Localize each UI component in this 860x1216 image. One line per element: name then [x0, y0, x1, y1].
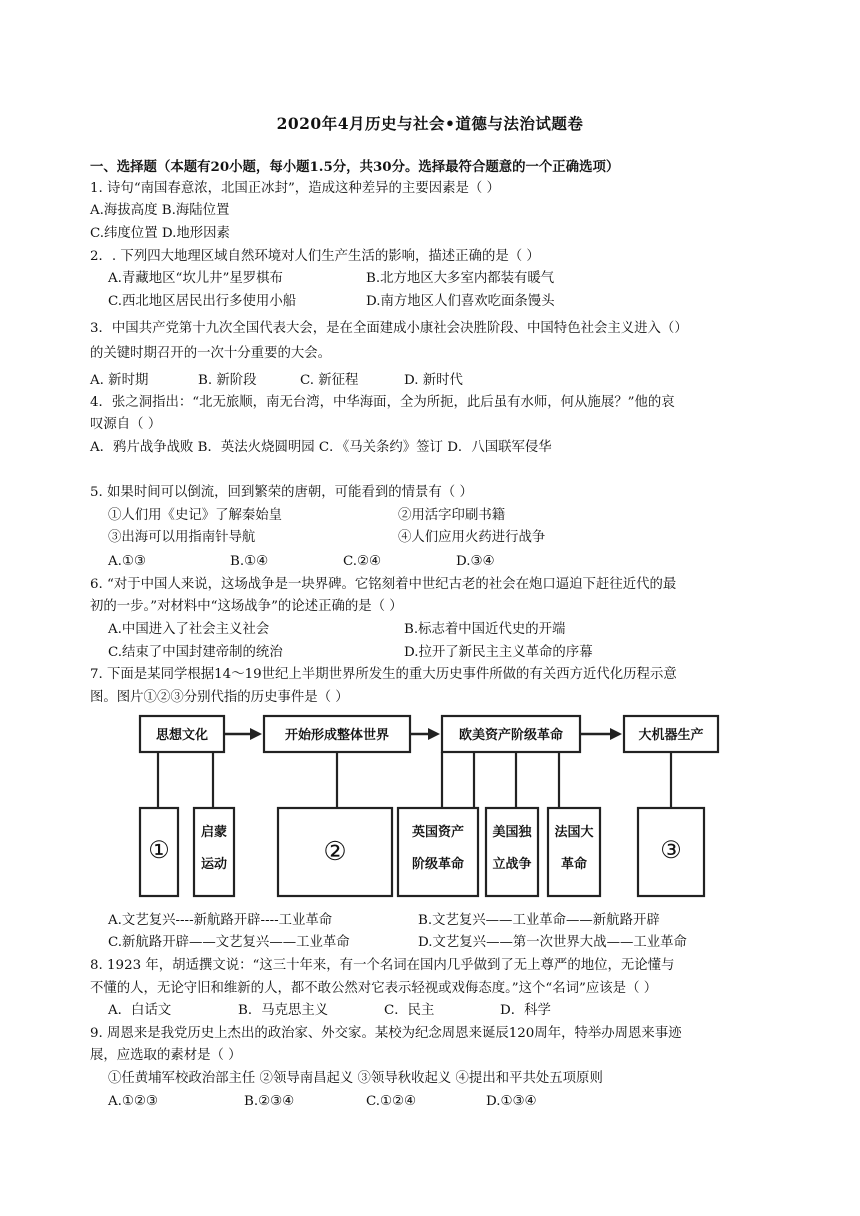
question-2-option-d: D.南方地区人们喜欢吃面条馒头	[366, 294, 555, 309]
question-5-statement-4: ④人们应用火药进行战争	[398, 530, 546, 545]
question-6-option-a: A.中国进入了社会主义社会	[108, 622, 270, 637]
question-7-option-a: A.文艺复兴----新航路开辟----工业革命	[108, 913, 333, 928]
question-8-option-b: B．马克思主义	[238, 1003, 329, 1018]
french-revolution-label-2: 革命	[560, 857, 588, 872]
question-8-stem-line1: 8. 1923 年，胡适撰文说：“这三十年来，有一个名词在国内几乎做到了无上尊严的地位，无论懂与	[90, 958, 675, 973]
american-war-label-1: 美国独	[492, 825, 532, 840]
question-6-option-d: D.拉开了新民主主义革命的序幕	[404, 645, 593, 660]
placeholder-3: ③	[660, 836, 682, 864]
question-9-option-a: A.①②③	[108, 1094, 158, 1109]
question-6-stem-line1: 6. “对于中国人来说，这场战争是一块界碑。它铭刻着中世纪古老的社会在炮口逼迫下赶往近代的最	[90, 577, 677, 592]
question-7-option-d: D.文艺复兴——第一次世界大战——工业革命	[418, 935, 687, 950]
question-3-stem-line1: 3．中国共产党第十九次全国代表大会，是在全面建成小康社会决胜阶段、中国特色社会主义进入（）	[90, 321, 688, 336]
question-3-option-b: B. 新阶段	[198, 373, 257, 388]
box-3-label: 欧美资产阶级革命	[458, 728, 564, 743]
question-1-stem: 1. 诗句“南国春意浓，北国正冰封”，造成这种差异的主要因素是（ ）	[90, 181, 500, 196]
question-8-stem-line2: 不懂的人，无论守旧和维新的人，都不敢公然对它表示轻视或戏侮态度。”这个“名词”应该是（ ）	[90, 981, 658, 996]
question-6-option-b: B.标志着中国近代史的开端	[404, 622, 566, 637]
english-revolution-label-1: 英国资产	[411, 825, 465, 840]
box-1-label: 思想文化	[155, 728, 209, 743]
question-2-option-b: B.北方地区大多室内都装有暖气	[366, 271, 555, 286]
french-revolution-label-1: 法国大	[554, 825, 594, 840]
question-9-statements: ①任黄埔军校政治部主任 ②领导南昌起义 ③领导秋收起义 ④提出和平共处五项原则	[108, 1071, 603, 1086]
question-3-option-d: D. 新时代	[404, 373, 463, 388]
question-9-option-d: D.①③④	[486, 1094, 537, 1109]
question-6-option-c: C.结束了中国封建帝制的统治	[108, 645, 283, 660]
question-4-options: A．鸦片战争战败 B．英法火烧圆明园 C．《马关条约》签订 D．八国联军侵华	[90, 440, 552, 455]
section-heading: 一、选择题（本题有20小题，每小题1.5分，共30分。选择最符合题意的一个正确选项）	[90, 159, 620, 175]
question-9-option-b: B.②③④	[244, 1094, 295, 1109]
question-5-statement-3: ③出海可以用指南针导航	[108, 530, 256, 545]
question-8-option-d: D．科学	[500, 1003, 551, 1018]
question-2-option-a: A.青藏地区“坎儿井”星罗棋布	[108, 271, 283, 286]
question-9-stem-line1: 9. 周恩来是我党历史上杰出的政治家、外交家。某校为纪念周恩来诞辰120周年，特举办周恩来事迹	[90, 1026, 682, 1041]
question-5-option-a: A.①③	[108, 554, 146, 569]
question-5-stem: 5. 如果时间可以倒流，回到繁荣的唐朝，可能看到的情景有（ ）	[90, 485, 473, 500]
question-5-statement-2: ②用活字印刷书籍	[398, 508, 506, 523]
question-2-stem: 2．. 下列四大地理区域自然环境对人们生产生活的影响，描述正确的是（ ）	[90, 249, 540, 264]
question-8-option-a: A．白话文	[108, 1003, 172, 1018]
box-2-label: 开始形成整体世界	[284, 728, 390, 743]
question-4-stem-line2: 叹源自（ ）	[90, 417, 162, 432]
question-5-option-b: B.①④	[230, 554, 269, 569]
page-title: 2020年4月历史与社会•道德与法治试题卷	[276, 114, 584, 133]
english-revolution-label-2: 阶级革命	[411, 857, 465, 872]
american-war-label-2: 立战争	[492, 857, 532, 872]
westernization-flowchart	[128, 712, 728, 902]
question-3-option-c: C. 新征程	[300, 373, 359, 388]
question-1-options-row1: A.海拔高度 B.海陆位置	[90, 203, 230, 218]
question-7-stem-line2: 图。图片①②③分别代指的历史事件是（ ）	[90, 690, 349, 705]
question-9-stem-line2: 展，应选取的素材是（ ）	[90, 1048, 242, 1063]
question-5-option-d: D.③④	[456, 554, 495, 569]
question-7-option-b: B.文艺复兴——工业革命——新航路开辟	[418, 913, 660, 928]
placeholder-2: ②	[323, 837, 347, 867]
question-9-option-c: C.①②④	[366, 1094, 417, 1109]
question-8-option-c: C．民主	[384, 1003, 435, 1018]
placeholder-1: ①	[148, 836, 170, 864]
question-4-stem-line1: 4．张之洞指出：“北无旅顺，南无台湾，中华海面，全为所扼，此后虽有水师，何从施展？”他的哀	[90, 395, 675, 410]
enlightenment-label-2: 运动	[200, 857, 228, 872]
question-5-statement-1: ①人们用《史记》了解秦始皇	[108, 508, 283, 523]
question-3-stem-line2: 的关键时期召开的一次十分重要的大会。	[90, 346, 332, 361]
question-5-option-c: C.②④	[343, 554, 382, 569]
question-7-stem-line1: 7. 下面是某同学根据14～19世纪上半期世界所发生的重大历史事件所做的有关西方近代化历程示意	[90, 667, 677, 682]
enlightenment-label-1: 启蒙	[200, 825, 228, 840]
question-3-option-a: A. 新时期	[90, 373, 149, 388]
question-1-options-row2: C.纬度位置 D.地形因素	[90, 226, 230, 241]
question-2-option-c: C.西北地区居民出行多使用小船	[108, 294, 297, 309]
box-4-label: 大机器生产	[638, 728, 704, 743]
question-6-stem-line2: 初的一步。”对材料中“这场战争”的论述正确的是（ ）	[90, 599, 403, 614]
question-7-option-c: C.新航路开辟——文艺复兴——工业革命	[108, 935, 350, 950]
